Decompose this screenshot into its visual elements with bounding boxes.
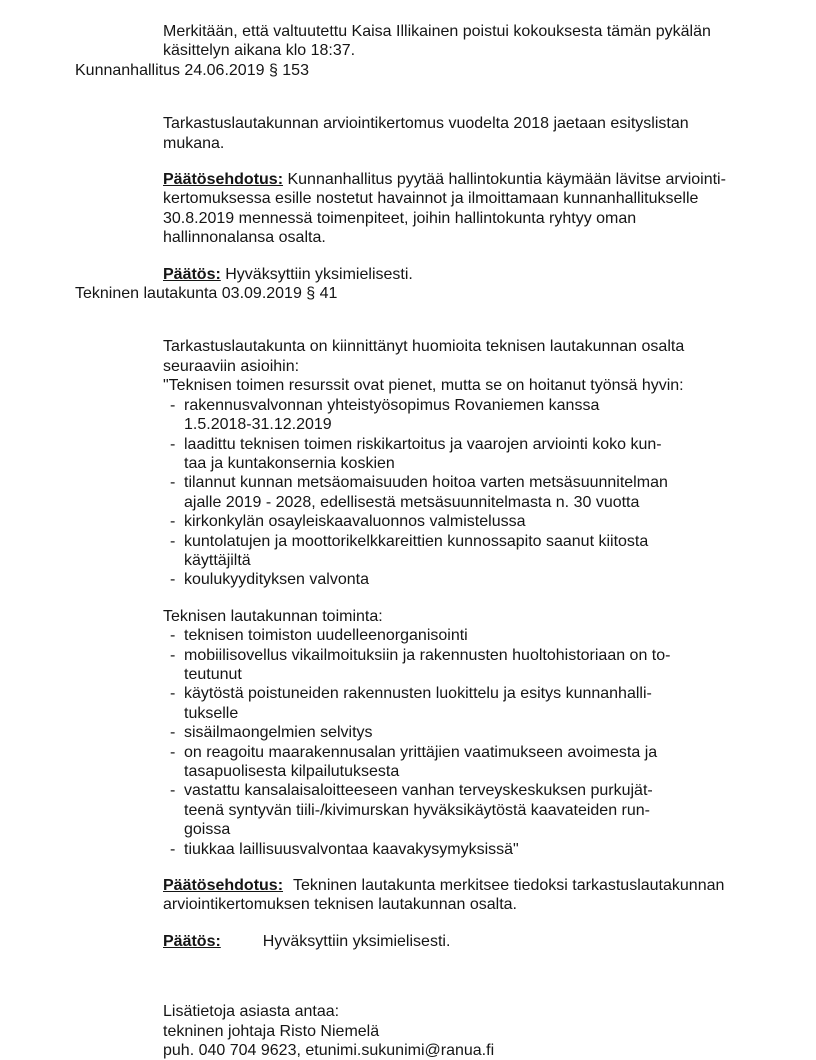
text-line: mobiilisovellus vikailmoituksiin ja rakennusten huoltohistoriaan on to-: [184, 646, 671, 664]
text-line: tekninen johtaja Risto Niemelä: [163, 1022, 380, 1040]
proposal-label: Päätösehdotus:: [163, 171, 284, 189]
intro-paragraph: [0, 337, 816, 376]
text-line: käyttäjiltä: [184, 551, 251, 569]
section-header-tekninen-lautakunta: Tekninen lautakunta 03.09.2019 § 41: [75, 285, 338, 303]
proposal-paragraph: [0, 876, 816, 915]
activities-list: [0, 626, 816, 859]
text-line: Tarkastuslautakunnan arviointikertomus vuodelta 2018 jaetaan esityslistan: [163, 115, 689, 133]
findings-list: [0, 396, 816, 590]
spacer: [0, 153, 816, 170]
text-line: teutunut: [184, 665, 242, 683]
activity-item: [170, 743, 816, 782]
text-line: taa ja kuntakonsernia koskien: [184, 454, 395, 472]
text-line: 1.5.2018-31.12.2019: [184, 416, 332, 434]
contact-block: [0, 1002, 816, 1060]
text-line: sisäilmaongelmien selvitys: [184, 724, 373, 742]
text-line: rakennusvalvonnan yhteistyösopimus Rovaniemen kanssa: [184, 396, 600, 414]
text-line: tasapuolisesta kilpailutuksesta: [184, 763, 400, 780]
proposal-text: Kunnanhallitus pyytää hallintokuntia käymään lävitse arviointi-: [287, 171, 726, 189]
activity-item: [170, 626, 816, 645]
decision-text: Hyväksyttiin yksimielisesti.: [262, 932, 451, 950]
spacer: [0, 248, 816, 265]
activity-item: [170, 646, 816, 685]
text-line: Tarkastuslautakunta on kiinnittänyt huomioita teknisen lautakunnan osalta: [163, 338, 685, 356]
dash-marker: -: [170, 474, 176, 492]
dash-marker: -: [170, 571, 176, 589]
finding-item: [170, 512, 816, 531]
text-line: 30.8.2019 mennessä toimenpiteet, joihin hallintokunta ryhtyy oman: [163, 209, 637, 227]
activity-item: [170, 781, 816, 839]
dash-marker: -: [170, 685, 176, 703]
text-line: [163, 876, 816, 895]
text-line: teknisen toimiston uudelleenorganisointi: [184, 627, 468, 645]
text-line: on reagoitu maarakennusalan yrittäjien vaatimukseen avoimesta ja: [184, 743, 658, 761]
spacer: [0, 915, 816, 932]
proposal-text: Tekninen lautakunta merkitsee tiedoksi tarkastuslautakunnan: [293, 877, 725, 895]
text-line: laadittu teknisen toimen riskikartoitus ja vaarojen arviointi koko kun-: [184, 435, 662, 453]
text-line: kuntolatujen ja moottorikelkkareittien kunnossapito saanut kiitosta: [184, 532, 649, 550]
decision-text: Hyväksyttiin yksimielisesti.: [225, 265, 413, 283]
dash-marker: -: [170, 435, 176, 453]
dash-marker: -: [170, 743, 176, 761]
finding-item: [170, 435, 816, 474]
note-paragraph: [0, 22, 816, 61]
text-line: käytöstä poistuneiden rakennusten luokittelu ja esitys kunnanhalli-: [184, 685, 652, 703]
text-line: koulukyydityksen valvonta: [184, 571, 369, 589]
activity-item: [170, 684, 816, 723]
quote-intro-line: "Teknisen toimen resurssit ovat pienet, mutta se on hoitanut työnsä hyvin:: [163, 377, 684, 395]
text-line: kertomuksessa esille nostetut havainnot ja ilmoittamaan kunnanhallitukselle: [163, 190, 699, 208]
dash-marker: -: [170, 396, 176, 414]
spacer: [0, 951, 816, 985]
activity-item: [170, 840, 816, 859]
dash-marker: -: [170, 646, 176, 664]
dash-marker: -: [170, 840, 176, 858]
proposal-label: Päätösehdotus:: [163, 877, 284, 895]
spacer: [0, 303, 816, 337]
text-line: kirkonkylän osayleiskaavaluonnos valmistelussa: [184, 513, 526, 531]
section-header-kunnanhallitus: Kunnanhallitus 24.06.2019 § 153: [75, 61, 309, 79]
proposal-paragraph: [0, 170, 816, 248]
text-line: [163, 170, 816, 189]
spacer: [0, 80, 816, 114]
text-line: puh. 040 704 9623, etunimi.sukunimi@ranua.fi: [163, 1042, 495, 1060]
text-line: mukana.: [163, 134, 225, 152]
activities-heading: Teknisen lautakunnan toiminta:: [163, 607, 383, 625]
text-line: vastattu kansalaisaloitteeseen vanhan terveyskeskuksen purkujät-: [184, 782, 653, 800]
decision-label: Päätös:: [163, 932, 221, 950]
text-line: teenä syntyvän tiili-/kivimurskan hyväksikäytöstä kaavateiden run-: [184, 801, 650, 819]
finding-item: [170, 396, 816, 435]
finding-item: [170, 473, 816, 512]
dash-marker: -: [170, 532, 176, 550]
text-line: Lisätietoja asiasta antaa:: [163, 1003, 340, 1021]
dash-marker: -: [170, 782, 176, 800]
text-line: tilannut kunnan metsäomaisuuden hoitoa varten metsäsuunnitelman: [184, 474, 668, 492]
finding-item: [170, 570, 816, 589]
decision-line: [163, 932, 816, 951]
spacer: [0, 859, 816, 876]
text-line: goissa: [184, 821, 231, 839]
text-line: arviointikertomuksen teknisen lautakunnan osalta.: [163, 896, 517, 914]
text-line: tiukkaa laillisuusvalvontaa kaavakysymyksissä": [184, 840, 519, 858]
text-line: ajalle 2019 - 2028, edellisestä metsäsuunnitelmasta n. 30 vuotta: [184, 493, 640, 511]
dash-marker: -: [170, 627, 176, 645]
spacer: [0, 590, 816, 607]
dash-marker: -: [170, 724, 176, 742]
text-line: tukselle: [184, 704, 239, 722]
text-line: käsittelyn aikana klo 18:37.: [163, 42, 356, 60]
decision-label: Päätös:: [163, 265, 221, 283]
text-line: seuraaviin asioihin:: [163, 357, 300, 375]
intro-paragraph: [0, 114, 816, 153]
text-line: Merkitään, että valtuutettu Kaisa Illikainen poistui kokouksesta tämän pykälän: [163, 23, 711, 40]
activity-item: [170, 723, 816, 742]
meeting-minutes-page: [0, 22, 816, 1060]
dash-marker: -: [170, 513, 176, 531]
decision-line: [163, 265, 816, 284]
finding-item: [170, 532, 816, 571]
text-line: hallinnonalansa osalta.: [163, 229, 326, 247]
spacer: [0, 985, 816, 1002]
